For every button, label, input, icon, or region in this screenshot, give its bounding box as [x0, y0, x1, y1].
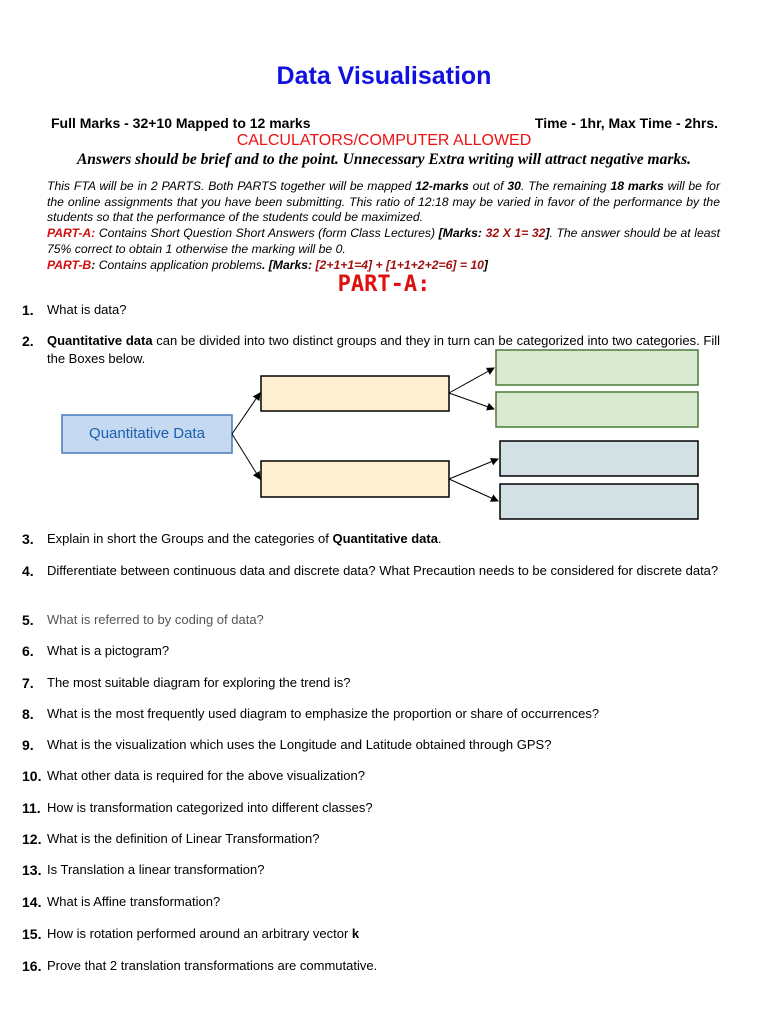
arrow	[449, 393, 494, 409]
question-12	[22, 830, 720, 848]
question-number: 2.	[22, 333, 34, 349]
fta-text: will be for the online assignments that you have been submitting. This ratio of 12:18 may be varied in favor of the performance by the students so that the performance of the students could be maximized.	[47, 179, 721, 225]
question-text: How is rotation performed around an arbitrary vector	[47, 926, 352, 941]
question-number: 12.	[22, 831, 42, 847]
arrow	[449, 459, 498, 479]
instruction: Answers should be brief and to the point. Unnecessary Extra writing will attract negative marks.	[76, 151, 692, 168]
question-number: 11.	[22, 800, 41, 816]
full-marks: Full Marks - 32+10 Mapped to 12 marks	[51, 115, 311, 131]
partb-marks-prefix: [Marks:	[268, 257, 316, 272]
partb-label: PART-B	[47, 257, 92, 272]
group-box-1[interactable]	[261, 376, 449, 411]
question-text: How is transformation categorized into different classes?	[47, 800, 373, 815]
question-1	[22, 301, 720, 319]
question-number: 9.	[22, 737, 34, 753]
fta-text: out of	[468, 179, 508, 193]
partb-dot: .	[261, 257, 269, 272]
question-text: What is a pictogram?	[47, 643, 170, 658]
category-box-4[interactable]	[500, 484, 698, 519]
part-a-heading: PART-A:	[337, 272, 431, 297]
fta-bold: 30	[507, 179, 521, 193]
question-text: What is Affine transformation?	[47, 894, 221, 909]
question-16	[22, 957, 720, 975]
question-number: 13.	[22, 862, 42, 878]
question-text: What is referred to by coding of data?	[47, 612, 264, 627]
question-3	[22, 530, 720, 548]
root-label: Quantitative Data	[89, 425, 205, 442]
question-number: 7.	[22, 675, 34, 691]
question-text: Is Translation a linear transformation?	[47, 862, 265, 877]
time-limit: Time - 1hr, Max Time - 2hrs.	[534, 115, 718, 131]
arrow	[449, 479, 498, 501]
fta-text: . The remaining	[520, 179, 611, 193]
question-text: What is the most frequently used diagram to emphasize the proportion or share of occurrences?	[47, 706, 600, 721]
question-2	[22, 332, 720, 368]
partb-marks-suffix: ]	[483, 257, 488, 272]
question-9	[22, 736, 720, 754]
question-number: 8.	[22, 706, 34, 722]
fta-text: This FTA will be in 2 PARTS. Both PARTS together will be mapped	[47, 179, 416, 193]
arrow	[449, 368, 494, 393]
question-number: 1.	[22, 302, 34, 318]
parta-marks-value: 32 X 1= 32	[485, 226, 546, 241]
question-text: What is data?	[47, 302, 127, 317]
question-number: 4.	[22, 563, 34, 579]
question-14	[22, 893, 720, 911]
question-4	[22, 562, 720, 580]
parta-marks-suffix: ]	[545, 226, 550, 241]
page-title: Data Visualisation	[276, 62, 492, 90]
fta-bold: 18 marks	[610, 179, 664, 193]
question-text: Differentiate between continuous data and discrete data? What Precaution needs to be considered for discrete data?	[47, 563, 719, 578]
question-number: 3.	[22, 531, 34, 547]
parta-label: PART-A:	[47, 226, 96, 241]
question-number: 10.	[22, 768, 42, 784]
question-7	[22, 674, 720, 692]
category-box-3[interactable]	[500, 441, 698, 476]
question-number: 14.	[22, 894, 42, 910]
arrow	[232, 393, 260, 434]
arrow	[232, 434, 260, 479]
fta-bold: 12-marks	[415, 179, 469, 193]
partb-colon: :	[91, 257, 96, 272]
question-text: can be divided into two distinct groups and they in turn can be categorized into two categories. Fill the Boxes below.	[47, 333, 720, 366]
group-box-2[interactable]	[261, 461, 449, 497]
question-13	[22, 861, 720, 879]
question-text: Explain in short the Groups and the categories of	[47, 531, 333, 546]
question-10	[22, 767, 720, 785]
question-text: What other data is required for the above visualization?	[47, 768, 365, 783]
question-text: The most suitable diagram for exploring the trend is?	[47, 675, 351, 690]
category-box-2[interactable]	[496, 392, 698, 427]
parta-marks-prefix: [Marks:	[438, 226, 486, 241]
calculators-notice: CALCULATORS/COMPUTER ALLOWED	[236, 132, 532, 149]
question-number: 16.	[22, 958, 42, 974]
question-number: 5.	[22, 612, 34, 628]
partb-marks-value: [2+1+1=4] + [1+1+2+2=6] = 10	[315, 257, 484, 272]
question-6	[22, 642, 720, 660]
question-text: Prove that 2 translation transformations are commutative.	[47, 958, 378, 973]
question-8	[22, 705, 720, 723]
question-bold: Quantitative data	[332, 531, 438, 546]
question-5	[22, 611, 720, 629]
question-text: What is the definition of Linear Transformation?	[47, 831, 320, 846]
question-11	[22, 799, 720, 817]
question-15	[22, 925, 720, 943]
question-text: .	[437, 531, 442, 546]
parta-rest: . The answer should be at least 75% correct to obtain 1 otherwise the marking will be 0.	[47, 226, 721, 256]
partb-text: Contains application problems	[95, 257, 262, 272]
question-number: 6.	[22, 643, 34, 659]
question-bold: k	[351, 926, 360, 941]
parta-text: Contains Short Question Short Answers (form Class Lectures)	[95, 226, 439, 241]
question-number: 15.	[22, 926, 42, 942]
question-bold: Quantitative data	[47, 333, 153, 348]
question-text: What is the visualization which uses the Longitude and Latitude obtained through GPS?	[47, 737, 552, 752]
